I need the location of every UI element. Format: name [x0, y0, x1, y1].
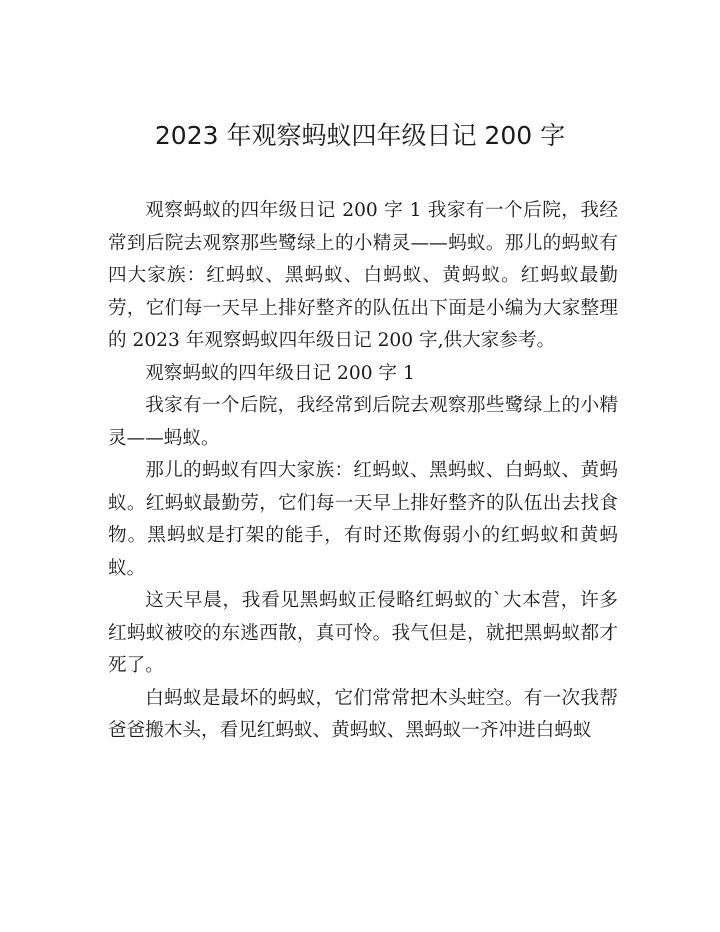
- paragraph-intro: 观察蚂蚁的四年级日记 200 字 1 我家有一个后院，我经常到后院去观察那些鹭绿上的小精灵——蚂蚁。那儿的蚂蚁有四大家族：红蚂蚁、黑蚂蚁、白蚂蚁、黄蚂蚁。红蚂蚁最勤劳，它们每一天早上排好整齐的队伍出下面是小编为大家整理的 2023 年观察蚂蚁四年级日记 200 字,供大家参考。: [108, 200, 618, 351]
- paragraph: 我家有一个后院，我经常到后院去观察那些鹭绿上的小精灵——蚂蚁。: [108, 395, 618, 449]
- document-title: 2023 年观察蚂蚁四年级日记 200 字: [154, 121, 566, 150]
- paragraph: 那儿的蚂蚁有四大家族：红蚂蚁、黑蚂蚁、白蚂蚁、黄蚂蚁。红蚂蚁最勤劳，它们每一天早上排好整齐的队伍出去找食物。黑蚂蚁是打架的能手，有时还欺侮弱小的红蚂蚁和黄蚂蚁。: [108, 460, 618, 579]
- paragraph: 这天早晨，我看见黑蚂蚁正侵略红蚂蚁的`大本营，许多红蚂蚁被咬的东逃西散，真可怜。我气但是，就把黑蚂蚁都才死了。: [108, 590, 618, 676]
- paragraph-heading: 观察蚂蚁的四年级日记 200 字 1: [145, 362, 415, 384]
- document-body: [108, 195, 618, 748]
- paragraph: 白蚂蚁是最坏的蚂蚁，它们常常把木头蛀空。有一次我帮爸爸搬木头，看见红蚂蚁、黄蚂蚁、黑蚂蚁一齐冲进白蚂蚁: [108, 687, 618, 741]
